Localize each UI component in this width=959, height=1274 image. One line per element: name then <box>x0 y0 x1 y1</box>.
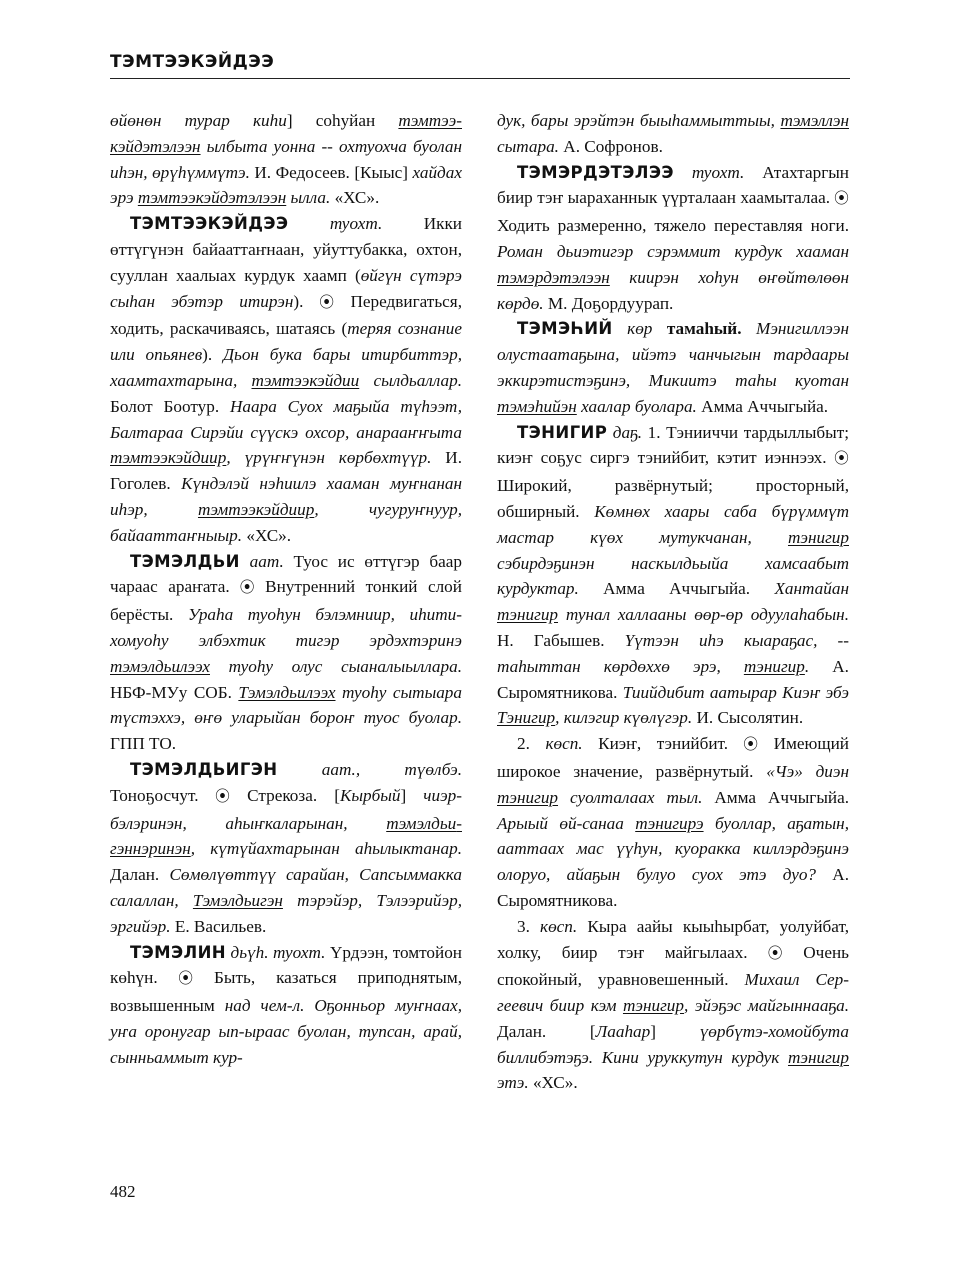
headword: ТЭМТЭЭКЭЙДЭЭ <box>130 214 289 234</box>
entry-continuation: дук, бары эрэйтэн быыһаммыттыы, тэмэллэн сытара. А. Софронов. <box>497 111 849 156</box>
headword: ТЭМЭРДЭТЭЛЭЭ <box>517 162 674 182</box>
entry-tenigir: ТЭНИГИР даҕ. 1. Тэнииччи тардыллыбыт; киэҥ соҕус сиргэ тэнийбит, кэтит иэннээх. ⦿ Широкий, развёрнутый; просторный, обширный. Көмнөх хаары саба бүрүммүт мастар күөх мутукчанан, тэнигир сэбирдэҕинэн наскылдьыйа хамсаабыт курдуктар. Амма Аччыгыйа. Хантайан тэнигир тунал халлааны өөр-өр одуулаһабын. Н. Габышев. Үүтээн иһэ кыараҕас, -- таһыттан көрдөххө эрэ, тэнигир. А. Сыромятникова. Тиийдибит аатырар Киэҥ эбэ Тэнигир, килэгир күөлүгэр. И. Сысолятин. <box>497 422 850 728</box>
headword: ТЭМЭЛИН <box>130 942 227 962</box>
bullet-circle-icon: ⦿ <box>157 971 194 988</box>
bullet-circle-icon: ⦿ <box>229 580 255 597</box>
headword: ТЭМЭЛДЬИ <box>130 551 240 571</box>
headword: ТЭМЭЛДЬИГЭН <box>130 759 278 779</box>
entry-temehiy: ТЭМЭҺИЙ көр тамаһый. Мэнигиллээн олустаатаҕына, ийэтэ чанчыгын тардаары эккирэтистэҕинэ, Микиитэ таһы куотан тэмэһийэн хаалар буолара. Амма Аччыгыйа. <box>497 319 849 416</box>
bullet-circle-icon: ⦿ <box>198 788 231 805</box>
bullet-circle-icon: ⦿ <box>830 191 849 208</box>
entry-temeldi: ТЭМЭЛДЬИ аат. Туос ис өттүгэр баар чараас араҥата. ⦿ Внутренний тонкий слой берёсты. Ураһа туоһун бэлэмниир, иһити-хомуоһу элбэхтик тигэр эрдэхтэринэ тэмэлдьилээх туоһу олус сыаналыыллара. НБФ-МУу СОБ. Тэмэлдьилээх туоһу сытыара түстэххэ, өҥө уларыйан бороҥ туос буолар. ГПП ТО. <box>110 551 462 754</box>
entry-temelin: ТЭМЭЛИН дьүһ. туохт. Үрдээн, томтойон көһүн. ⦿ Быть, казаться приподнятым, возвышенным над чем-л. Оҕонньор муҥнаах, уҥа оронугар ып-ыраас буолан, тупсан, арай, сынньаммыт кур- <box>110 942 462 1067</box>
header-rule <box>110 78 850 79</box>
headword: ТЭМЭҺИЙ <box>517 319 613 339</box>
entry-temteekeidee: ТЭМТЭЭКЭЙДЭЭ туохт. Икки өттүгүнэн байааттаҥнаан, уйуттубакка, охтон, сууллан хаалыах курдук хаамп (өйгүн сүтэрэ сыһан эбэтэр итирэн). ⦿ Передвигаться, ходить, раскачиваясь, шатаясь (теряя сознание или опьянев). Дьон бука бары итирбиттэр, хаамтахтарына, тэмтээкэйдии сылдьаллар. Болот Боотур. Наара Суох маҕыйа түһээт, Балтараа Сирэйи сүүскэ охсор, анарааҥҥыта тэмтээкэйдиир, үрүҥҥүнэн көрбөхтүүр. И. Гоголев. Күндэлэй нэһиилэ хааман муҥнанан иһэр, тэмтээкэйдиир, чугуруҥнуур, байааттаҥныыр. «ХС». <box>110 214 463 545</box>
bullet-circle-icon: ⦿ <box>826 451 849 468</box>
page-number: 482 <box>110 1182 136 1201</box>
headword: ТЭНИГИР <box>517 422 608 442</box>
entry-temerdetelee: ТЭМЭРДЭТЭЛЭЭ туохт. Атахтаргын биир тэҥ ыараханнык үүрталаан хаамыталаа. ⦿ Ходить размеренно, тяжело переставляя ноги. Роман дьиэтигэр сэрэммит курдук хааман тэмэрдэтэлээн киирэн хоһун өҥөйтөлөөн көрдө. М. Доҕордуурап. <box>497 162 849 313</box>
entry-continuation: өйөнөн турар киһи] соһуйан тэмтээкэйдэтэлээн ылбыта уонна -- охтуохча буолан иһэн, өрүһүммүтэ. И. Федосеев. [Кыыс] хайдах эрэ тэмтээкэйдэтэлээн ылла. «ХС». <box>110 111 462 208</box>
cross-reference: тамаһый. <box>652 319 742 339</box>
running-head: ТЭМТЭЭКЭЙДЭЭ <box>110 52 275 72</box>
entry-tenigir-sense-3: 3. көсп. Кыра аайы кыыһырбат, уолуйбат, холку, биир тэҥ майгылаах. ⦿ Очень спокойный, уравновешенный. Михаил Сергеевич биир кэм тэнигир, эйэҕэс майгыннааҕа. Далан. [Лааһар] үөрбүтэ-хомойбута биллибэтэҕэ. Кини уруккутун курдук тэнигир этэ. «ХС». <box>497 916 849 1093</box>
right-column <box>497 108 849 1096</box>
bullet-circle-icon: ⦿ <box>303 294 335 311</box>
bullet-circle-icon: ⦿ <box>728 737 759 754</box>
entry-temeldigen: ТЭМЭЛДЬИГЭН аат., түөлбэ. Тоноҕосчут. ⦿ Стрекоза. [Кырбый] чиэрбэлэринэн, аһыҥкаларынан, тэмэлдьигэннэринэн, күтүйахтарынан аһылыктанар. Далан. Сөмөлүөттүү сарайан, Сапсыммакка салаллан, Тэмэлдьигэн тэрэйэр, Тэлээрийэр, эргийэр. Е. Васильев. <box>110 759 462 936</box>
left-column <box>110 108 462 1070</box>
entry-tenigir-sense-2: 2. көсп. Киэҥ, тэнийбит. ⦿ Имеющий широкое значение, развёрнутый. «Чэ» диэн тэнигир суолталаах тыл. Амма Аччыгыйа. Арыый өй-санаа тэнигирэ буоллар, аҕатын, ааттаах мас үүһун, куоракка киллэрдэҕинэ олоруо, айаҕын булуо суох этэ дуо? А. Сыромятникова. <box>497 734 850 910</box>
bullet-circle-icon: ⦿ <box>747 945 783 962</box>
